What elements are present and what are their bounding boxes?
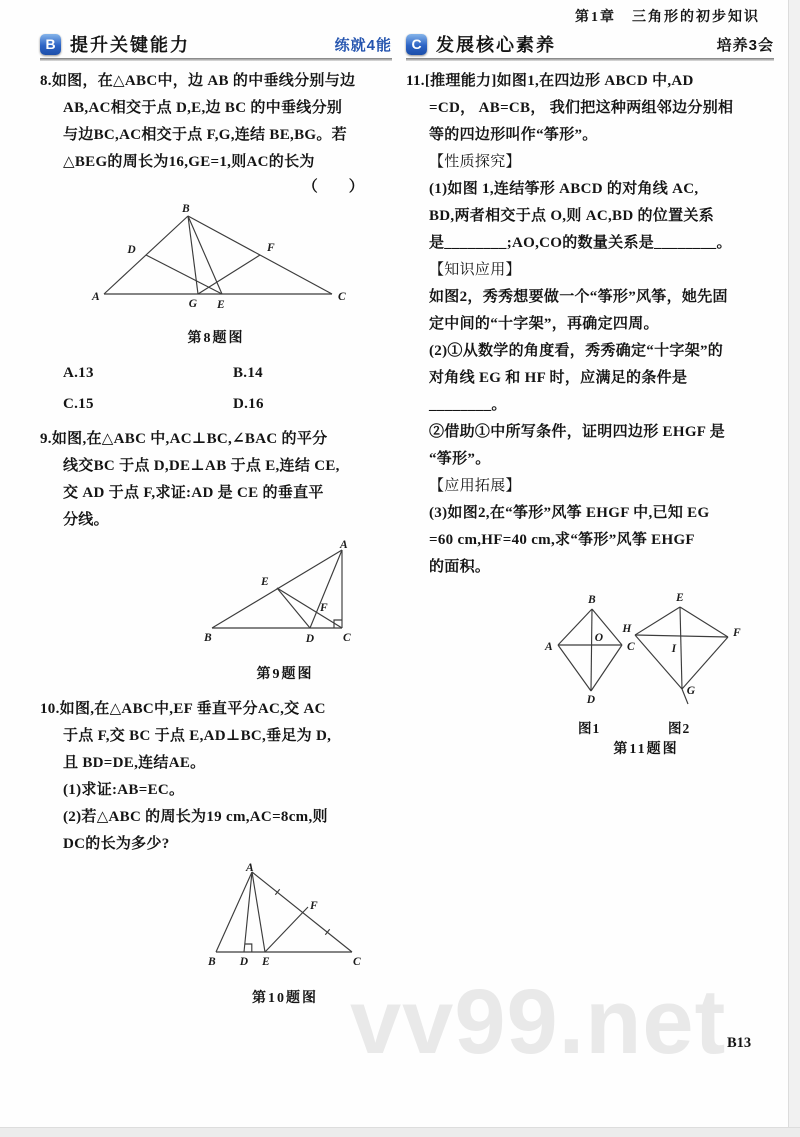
figure-11-drawing xyxy=(532,591,760,705)
problem-9-line: 分线。 xyxy=(63,512,109,528)
vertex-label: A xyxy=(545,641,553,653)
vertex-label: F xyxy=(733,627,741,639)
vertex-label: E xyxy=(261,576,269,588)
problem-11-subitem-2: (2)①从数学的角度看，秀秀确定“十字架”的 xyxy=(429,343,724,359)
page-number: B13 xyxy=(727,1035,752,1051)
problem-8-options xyxy=(40,360,392,418)
option-b: B.14 xyxy=(233,365,263,381)
vertex-label: A xyxy=(340,539,348,551)
problem-11-line: BD,两者相交于点 O,则 AC,BD 的位置关系 xyxy=(429,208,715,224)
vertex-label: E xyxy=(676,592,684,604)
option-d: D.16 xyxy=(233,396,264,412)
problem-11-line: 如图2，秀秀想要做一个“筝形”风筝，她先固 xyxy=(429,289,728,305)
page-edge-right xyxy=(788,0,800,1137)
vertex-label: D xyxy=(586,694,596,705)
right-column xyxy=(406,68,778,771)
vertex-label: D xyxy=(239,956,249,968)
section-header-b xyxy=(40,31,392,57)
problem-10-line: 且 BD=DE,连结AE。 xyxy=(63,755,206,771)
problem-9-line: 交 AD 于点 F,求证:AD 是 CE 的垂直平 xyxy=(63,485,324,501)
problem-11-subitem-3: (3)如图2,在“筝形”风筝 EHGF 中,已知 EG xyxy=(429,505,710,521)
vertex-label: O xyxy=(594,632,604,644)
problem-8-line: 8.如图，在△ABC中，边 AB 的中垂线分别与边 xyxy=(40,73,356,89)
vertex-label: B xyxy=(588,594,596,606)
section-b-badge-icon: B xyxy=(40,34,61,55)
vertex-label: A xyxy=(92,291,100,303)
problem-11-section-property: 【性质探究】 xyxy=(429,154,521,170)
problem-9-line: 9.如图,在△ABC 中,AC⊥BC,∠BAC 的平分 xyxy=(40,431,328,447)
chapter-header: 第1章 三角形的初步知识 xyxy=(575,10,760,25)
figure-9-caption: 第9题图 xyxy=(256,667,314,682)
problem-10-subitem-1: (1)求证:AB=EC。 xyxy=(63,782,185,798)
figure-10-caption: 第10题图 xyxy=(252,991,318,1006)
page-edge-bottom xyxy=(0,1127,800,1137)
problem-9 xyxy=(40,426,392,688)
problem-11-subitem-1: (1)如图 1,连结筝形 ABCD 的对角线 AC, xyxy=(429,181,699,197)
problem-11-line: 的面积。 xyxy=(429,559,491,575)
problem-8-line: △BEG的周长为16,GE=1,则AC的长为 xyxy=(63,154,315,170)
problem-11 xyxy=(406,68,778,763)
problem-10-line: DC的长为多少? xyxy=(63,836,170,852)
vertex-label: G xyxy=(686,685,696,697)
section-b-title: 提升关键能力 xyxy=(70,35,190,55)
figure-1-caption: 图1 xyxy=(578,721,601,736)
problem-11-blank-line: 是________;AO,CO的数量关系是________。 xyxy=(429,235,732,251)
vertex-label: C xyxy=(353,956,361,968)
figure-10-drawing xyxy=(200,862,365,974)
vertex-label: I xyxy=(671,643,677,655)
problem-10 xyxy=(40,696,392,1012)
vertex-label: F xyxy=(320,602,328,614)
vertex-label: B xyxy=(204,632,212,644)
vertex-label: D xyxy=(305,633,315,645)
problem-8-line: AB,AC相交于点 D,E,边 BC 的中垂线分别 xyxy=(63,100,343,116)
problem-8 xyxy=(40,68,392,418)
vertex-label: F xyxy=(267,242,275,254)
problem-11-line: =60 cm,HF=40 cm,求“筝形”风筝 EHGF xyxy=(429,532,695,548)
figure-9-drawing xyxy=(200,538,365,650)
vertex-label: D xyxy=(127,244,136,256)
section-b-tagline: 练就4能 xyxy=(334,36,392,54)
vertex-label: B xyxy=(182,203,190,215)
vertex-label: F xyxy=(310,900,318,912)
vertex-label: C xyxy=(338,291,346,303)
problem-11-line: 11.[推理能力]如图1,在四边形 ABCD 中,AD xyxy=(406,73,694,89)
problem-8-line: 与边BC,AC相交于点 F,G,连结 BE,BG。若 xyxy=(63,127,347,143)
problem-11-line: ②借助①中所写条件，证明四边形 EHGF 是 xyxy=(429,424,726,440)
figure-8-caption: 第8题图 xyxy=(187,331,245,346)
problem-10-subitem-2: (2)若△ABC 的周长为19 cm,AC=8cm,则 xyxy=(63,809,328,825)
vertex-label: G xyxy=(188,298,198,310)
problem-11-line: 定中间的“十字架”，再确定四周。 xyxy=(429,316,659,332)
vertex-label: B xyxy=(208,956,216,968)
vertex-label: H xyxy=(622,623,632,635)
problem-11-line: “筝形”。 xyxy=(429,451,491,467)
vertex-label: A xyxy=(246,862,254,874)
problem-11-section-extension: 【应用拓展】 xyxy=(429,478,521,494)
vertex-label: E xyxy=(262,956,270,968)
watermark: vv99.net xyxy=(350,971,727,1073)
problem-11-line: 等的四边形叫作“筝形”。 xyxy=(429,127,598,143)
vertex-label: C xyxy=(627,641,635,653)
problem-10-line: 10.如图,在△ABC中,EF 垂直平分AC,交 AC xyxy=(40,701,326,717)
section-c-badge-icon: C xyxy=(406,34,427,55)
vertex-label: C xyxy=(343,632,351,644)
option-a: A.13 xyxy=(63,365,94,381)
figure-11 xyxy=(532,591,760,763)
figure-2-caption: 图2 xyxy=(668,721,691,736)
figure-8-drawing xyxy=(86,202,346,314)
figure-9 xyxy=(200,538,370,688)
figure-11-subcaptions xyxy=(532,715,760,735)
figure-8 xyxy=(86,202,346,352)
figure-11-caption: 第11题图 xyxy=(613,742,679,757)
left-column xyxy=(40,68,392,1020)
section-c-title: 发展核心素养 xyxy=(436,35,556,55)
option-c: C.15 xyxy=(63,396,94,412)
problem-11-blank-line: ________。 xyxy=(429,397,507,413)
problem-9-line: 线交BC 于点 D,DE⊥AB 于点 E,连结 CE, xyxy=(63,458,340,474)
figure-10 xyxy=(200,862,370,1012)
vertex-label: E xyxy=(217,299,225,311)
problem-8-answer-bracket: （ ） xyxy=(302,179,364,195)
problem-11-line: =CD， AB=CB， 我们把这种两组邻边分别相 xyxy=(429,100,734,116)
problem-10-line: 于点 F,交 BC 于点 E,AD⊥BC,垂足为 D, xyxy=(63,728,332,744)
problem-11-line: 对角线 EG 和 HF 时，应满足的条件是 xyxy=(429,370,688,386)
problem-11-section-application: 【知识应用】 xyxy=(429,262,521,278)
section-c-tagline: 培养3会 xyxy=(716,36,774,54)
section-header-c xyxy=(406,31,774,57)
